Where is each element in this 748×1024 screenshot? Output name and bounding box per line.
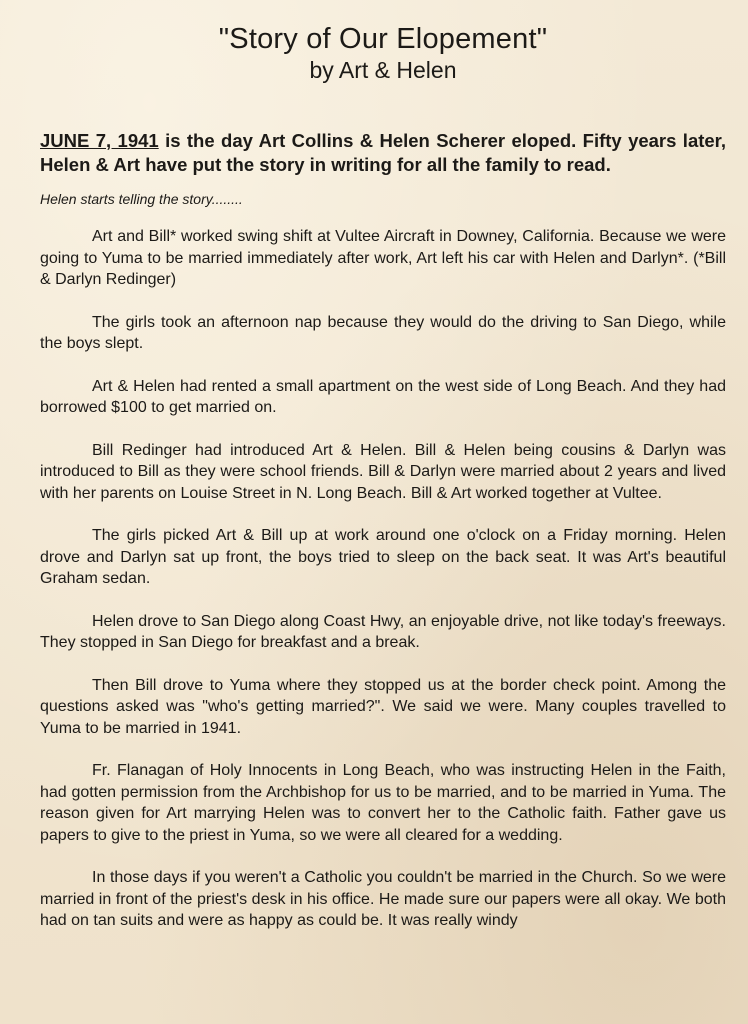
- narrator-note: Helen starts telling the story........: [40, 191, 243, 207]
- story-paragraph: In those days if you weren't a Catholic you couldn't be married in the Church. So we were married in front of the priest's desk in his office. He made sure our papers were all okay. We both had on tan suits and were as happy as could be. It was really windy: [40, 869, 726, 929]
- document-title: "Story of Our Elopement": [218, 23, 548, 55]
- story-paragraph: Then Bill drove to Yuma where they stopped us at the border check point. Among the questions asked was "who's getting married?". We said we were. Many couples travelled to Yuma to be married in 1941.: [40, 676, 726, 737]
- document-body: [40, 22, 726, 932]
- intro-paragraph: [40, 129, 726, 177]
- elopement-date: JUNE 7, 1941: [40, 130, 159, 151]
- story-paragraph: The girls took an afternoon nap because they would do the driving to San Diego, while the boys slept.: [40, 313, 726, 352]
- document-byline: by Art & Helen: [309, 57, 457, 83]
- story-paragraph: Bill Redinger had introduced Art & Helen. Bill & Helen being cousins & Darlyn was introduced to Bill as they were school friends. Bill & Darlyn were married about 2 years and lived with her parents on Louise Street in N. Long Beach. Bill & Art worked together at Vultee.: [40, 441, 726, 502]
- story-paragraph: Helen drove to San Diego along Coast Hwy, an enjoyable drive, not like today's freeways. They stopped in San Diego for breakfast and a break.: [40, 612, 726, 651]
- story-paragraph: The girls picked Art & Bill up at work around one o'clock on a Friday morning. Helen drove and Darlyn sat up front, the boys tried to sleep on the back seat. It was Art's beautiful Graham sedan.: [40, 527, 726, 587]
- story-paragraph: Fr. Flanagan of Holy Innocents in Long Beach, who was instructing Helen in the Faith, had gotten permission from the Archbishop for us to be married, and to be married in Yuma. The reason given for Art marrying Helen was to convert her to the Catholic faith. Father gave us papers to give to the priest in Yuma, so we were all cleared for a wedding.: [40, 762, 726, 844]
- story-paragraph: Art & Helen had rented a small apartment on the west side of Long Beach. And they had borrowed $100 to get married on.: [40, 377, 726, 416]
- intro-text: is the day Art Collins & Helen Scherer eloped. Fifty years later, Helen & Art have put the story in writing for all the family to read.: [40, 130, 726, 175]
- story-paragraph: Art and Bill* worked swing shift at Vultee Aircraft in Downey, California. Because we were going to Yuma to be married immediately after work, Art left his car with Helen and Darlyn*. (*Bill & Darlyn Redinger): [40, 228, 726, 288]
